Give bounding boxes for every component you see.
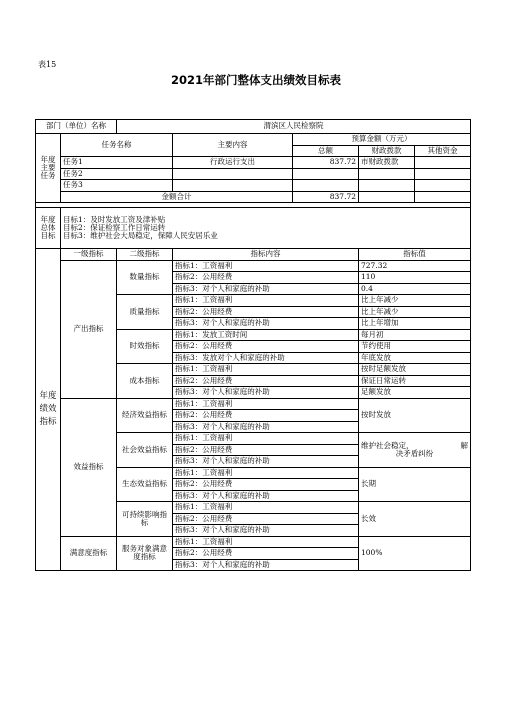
indicator-content: 指标2：公用经费 — [173, 513, 359, 525]
social-value-a: 维护社会稳定， — [361, 440, 414, 450]
page-title: 2021年部门整体支出绩效目标表 — [170, 73, 341, 87]
task-fiscal: 市财政拨款 — [359, 157, 415, 169]
task-content: 行政运行支出 — [173, 157, 293, 169]
indicator-content: 指标2：公用经费 — [173, 410, 359, 422]
level2-economic: 经济效益指标 — [117, 398, 173, 433]
header-value: 指标值 — [359, 249, 471, 261]
indicator-value: 100% — [359, 536, 471, 571]
dept-value: 渭滨区人民检察院 — [117, 120, 471, 134]
indicator-value: 长期 — [359, 467, 471, 502]
level2-quantity: 数量指标 — [117, 260, 173, 295]
level1-benefit: 效益指标 — [61, 398, 117, 536]
indicator-value — [359, 433, 471, 468]
tasks-sum-value: 837.72 — [293, 191, 359, 203]
table-number: 表15 — [38, 60, 57, 69]
indicator-content: 指标1：工资福利 — [173, 433, 359, 445]
level2-timeliness: 时效指标 — [117, 329, 173, 364]
level2-cost: 成本指标 — [117, 364, 173, 399]
indicator-value: 比上年减少 — [359, 295, 471, 307]
task-name: 任务2 — [61, 168, 173, 180]
header-level2: 二级指标 — [117, 249, 173, 261]
indicator-content: 指标2：公用经费 — [173, 444, 359, 456]
indicators-section-label: 年度绩效指标 — [36, 249, 61, 571]
level1-output: 产出指标 — [61, 260, 117, 398]
task-total — [293, 180, 359, 192]
indicator-value: 每月初 — [359, 329, 471, 341]
indicator-content: 指标1：发放工资时间 — [173, 329, 359, 341]
task-content — [173, 168, 293, 180]
indicator-value: 727.32 — [359, 260, 471, 272]
indicator-value: 比上年减少 — [359, 306, 471, 318]
goals-section-label: 年度总体目标 — [36, 208, 61, 249]
indicator-content: 指标1：工资福利 — [173, 536, 359, 548]
indicator-content: 指标1：工资福利 — [173, 260, 359, 272]
level2-service-satisfaction: 服务对象满意度指标 — [117, 536, 173, 571]
task-row — [36, 180, 471, 192]
dept-label: 部门（单位）名称 — [36, 120, 117, 134]
indicator-content: 指标3：对个人和家庭的补助 — [173, 525, 359, 537]
tasks-section-label: 年度主要任务 — [36, 134, 61, 203]
indicator-content: 指标3：对个人和家庭的补助 — [173, 559, 359, 571]
goal-line: 目标1：及时发放工资及津补贴 — [63, 214, 166, 224]
indicator-content: 指标2：公用经费 — [173, 272, 359, 284]
indicator-content: 指标3：对个人和家庭的补助 — [173, 283, 359, 295]
tasks-header-fiscal: 财政拨款 — [359, 145, 415, 157]
task-other — [415, 180, 471, 192]
tasks-header-name: 任务名称 — [61, 134, 173, 157]
task-fiscal — [359, 180, 415, 192]
indicator-content: 指标2：公用经费 — [173, 341, 359, 353]
indicator-content: 指标3：对个人和家庭的补助 — [173, 490, 359, 502]
indicator-content: 指标2：公用经费 — [173, 548, 359, 560]
task-other — [415, 168, 471, 180]
indicator-content: 指标3：对个人和家庭的补助 — [173, 387, 359, 399]
indicator-content: 指标1：工资福利 — [173, 295, 359, 307]
header-level1: 一级指标 — [61, 249, 117, 261]
task-total: 837.72 — [293, 157, 359, 169]
indicator-value: 0.4 — [359, 283, 471, 295]
indicator-content: 指标3：对个人和家庭的补助 — [173, 456, 359, 468]
task-total — [293, 168, 359, 180]
tasks-header-budget: 预算金额（万元） — [293, 134, 471, 146]
task-name: 任务1 — [61, 157, 173, 169]
tasks-header-total: 总额 — [293, 145, 359, 157]
indicator-content: 指标1：工资福利 — [173, 364, 359, 376]
level2-ecological: 生态效益指标 — [117, 467, 173, 502]
indicator-value: 年底发放 — [359, 352, 471, 364]
header-content: 指标内容 — [173, 249, 359, 261]
indicator-value: 足额发放 — [359, 387, 471, 399]
indicator-content: 指标1：工资福利 — [173, 502, 359, 514]
indicator-content: 指标2：公用经费 — [173, 479, 359, 491]
task-name: 任务3 — [61, 180, 173, 192]
goal-line: 目标3：维护社会大局稳定，保障人民安居乐业 — [63, 231, 218, 241]
indicator-content: 指标3：对个人和家庭的补助 — [173, 421, 359, 433]
indicator-content: 指标2：公用经费 — [173, 375, 359, 387]
task-row — [36, 168, 471, 180]
task-content — [173, 180, 293, 192]
level2-social: 社会效益指标 — [117, 433, 173, 468]
task-fiscal — [359, 168, 415, 180]
social-value-c: 决矛盾纠纷 — [395, 448, 434, 458]
tasks-header-other: 其他资金 — [415, 145, 471, 157]
indicator-content: 指标3：发放对个人和家庭的补助 — [173, 352, 359, 364]
goals-content — [61, 208, 471, 249]
goal-line: 目标2：保证检察工作日常运转 — [63, 222, 166, 232]
indicator-value: 110 — [359, 272, 471, 284]
social-value-b: 解 — [460, 440, 468, 450]
task-row — [36, 157, 471, 169]
indicator-content: 指标1：工资福利 — [173, 467, 359, 479]
indicator-value: 保证日常运转 — [359, 375, 471, 387]
indicator-value: 按时发放 — [359, 398, 471, 433]
indicator-content: 指标2：公用经费 — [173, 306, 359, 318]
indicator-value: 按时足额发放 — [359, 364, 471, 376]
tasks-sum-label: 金额合计 — [61, 191, 293, 203]
indicator-value: 节约使用 — [359, 341, 471, 353]
indicator-value: 比上年增加 — [359, 318, 471, 330]
indicator-content: 指标3：对个人和家庭的补助 — [173, 318, 359, 330]
level2-quality: 质量指标 — [117, 295, 173, 330]
tasks-header-content: 主要内容 — [173, 134, 293, 157]
performance-target-table — [35, 119, 471, 571]
indicator-value: 长效 — [359, 502, 471, 537]
level1-satisfaction: 满意度指标 — [61, 536, 117, 571]
level2-sustainable: 可持续影响指标 — [117, 502, 173, 537]
indicator-content: 指标1：工资福利 — [173, 398, 359, 410]
task-other — [415, 157, 471, 169]
